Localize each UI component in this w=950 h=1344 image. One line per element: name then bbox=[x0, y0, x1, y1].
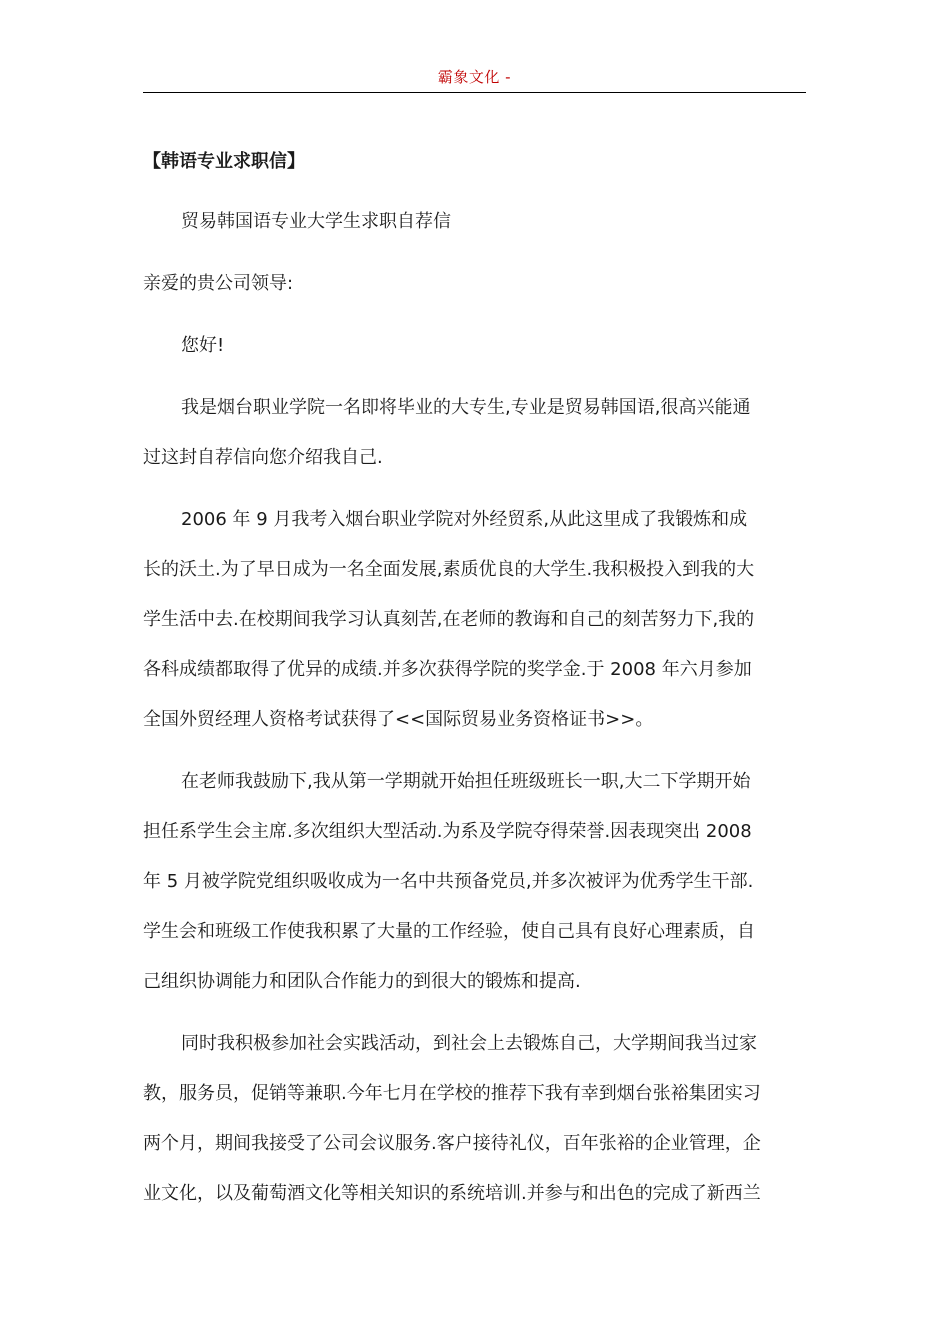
text-line: 过这封自荐信向您介绍我自己. bbox=[143, 447, 383, 468]
text-line: 学生会和班级工作使我积累了大量的工作经验，使自己具有良好心理素质，自 bbox=[143, 921, 755, 942]
text-line: 两个月，期间我接受了公司会议服务.客户接待礼仪，百年张裕的企业管理，企 bbox=[143, 1133, 761, 1154]
paragraph bbox=[143, 767, 803, 1017]
text-line: 2006 年 9 月我考入烟台职业学院对外经贸系,从此这里成了我锻炼和成 bbox=[181, 509, 748, 530]
text-line: 年 5 月被学院党组织吸收成为一名中共预备党员,并多次被评为优秀学生干部. bbox=[143, 871, 754, 892]
text-line: 在老师我鼓励下,我从第一学期就开始担任班级班长一职,大二下学期开始 bbox=[181, 771, 751, 792]
paragraph-list bbox=[143, 207, 803, 1229]
text-line: 贸易韩国语专业大学生求职自荐信 bbox=[181, 211, 451, 232]
paragraph bbox=[143, 269, 803, 319]
text-line: 己组织协调能力和团队合作能力的到很大的锻炼和提高. bbox=[143, 971, 581, 992]
paragraph bbox=[143, 393, 803, 493]
page-header bbox=[143, 66, 806, 93]
text-line: 您好! bbox=[181, 335, 225, 356]
text-line: 长的沃土.为了早日成为一名全面发展,素质优良的大学生.我积极投入到我的大 bbox=[143, 559, 755, 580]
text-line: 同时我积极参加社会实践活动，到社会上去锻炼自己，大学期间我当过家 bbox=[181, 1033, 757, 1054]
text-line: 各科成绩都取得了优异的成绩.并多次获得学院的奖学金.于 2008 年六月参加 bbox=[143, 659, 752, 680]
document-body bbox=[143, 147, 803, 1241]
text-line: 全国外贸经理人资格考试获得了<<国际贸易业务资格证书>>。 bbox=[143, 709, 654, 730]
header-text: 霸象文化 - bbox=[437, 68, 512, 86]
document-title: 【韩语专业求职信】 bbox=[143, 151, 305, 172]
text-line: 教，服务员，促销等兼职.今年七月在学校的推荐下我有幸到烟台张裕集团实习 bbox=[143, 1083, 761, 1104]
text-line: 学生活中去.在校期间我学习认真刻苦,在老师的教诲和自己的刻苦努力下,我的 bbox=[143, 609, 755, 630]
paragraph bbox=[143, 505, 803, 755]
paragraph bbox=[143, 1029, 803, 1229]
text-line: 我是烟台职业学院一名即将毕业的大专生,专业是贸易韩国语,很高兴能通 bbox=[181, 397, 751, 418]
text-line: 亲爱的贵公司领导: bbox=[143, 273, 294, 294]
text-line: 担任系学生会主席.多次组织大型活动.为系及学院夺得荣誉.因表现突出 2008 bbox=[143, 821, 752, 842]
paragraph bbox=[143, 207, 803, 257]
paragraph bbox=[143, 331, 803, 381]
text-line: 业文化，以及葡萄酒文化等相关知识的系统培训.并参与和出色的完成了新西兰 bbox=[143, 1183, 761, 1204]
